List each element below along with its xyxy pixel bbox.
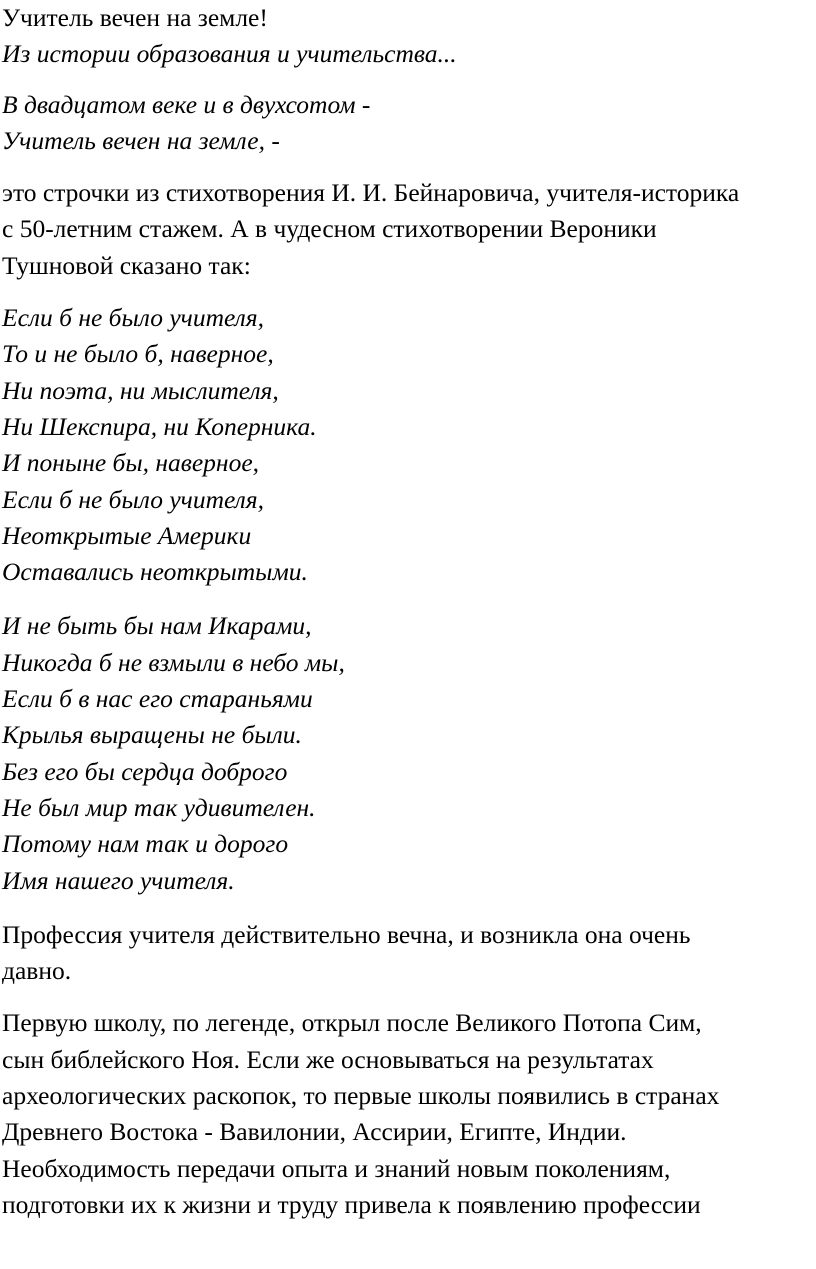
poem-stanza-1 — [2, 300, 816, 590]
intro-line: это строчки из стихотворения И. И. Бейнаровича, учителя-историка — [2, 178, 740, 208]
paragraph-line: сын библейского Ноя. Если же основываться на результатах — [2, 1044, 654, 1074]
poem-line: Никогда б не взмыли в небо мы, — [2, 647, 345, 677]
epigraph — [2, 87, 816, 160]
paragraph-line: Профессия учителя действительно вечна, и возникла она очень — [2, 919, 691, 949]
poem-line: Неоткрытые Америки — [2, 520, 252, 550]
paragraph-line: Древнего Востока - Вавилонии, Ассирии, Египте, Индии. — [2, 1117, 627, 1147]
poem-line: Если б не было учителя, — [2, 303, 265, 333]
poem-line: Не был мир так удивителен. — [2, 792, 316, 822]
intro-line: с 50-летним стажем. А в чудесном стихотворении Вероники — [2, 214, 657, 244]
poem-line: Имя нашего учителя. — [2, 865, 235, 895]
paragraph-line: Первую школу, по легенде, открыл после Великого Потопа Сим, — [2, 1008, 702, 1038]
epigraph-line: В двадцатом веке и в двухсотом - — [2, 89, 371, 119]
paragraph-line: археологических раскопок, то первые школы появились в странах — [2, 1081, 720, 1111]
poem-line: Ни Шекспира, ни Коперника. — [2, 411, 317, 441]
poem-line: Если б в нас его стараньями — [2, 684, 313, 714]
poem-line: То и не было б, наверное, — [2, 339, 274, 369]
poem-line: И поныне бы, наверное, — [2, 448, 260, 478]
document-title: Учитель вечен на земле! — [2, 3, 268, 32]
poem-line: Крылья выращены не были. — [2, 720, 302, 750]
body-paragraph-1 — [2, 917, 816, 990]
poem-line: Если б не было учителя, — [2, 484, 265, 514]
poem-line: Оставались неоткрытыми. — [2, 557, 308, 587]
poem-line: Без его бы сердца доброго — [2, 756, 288, 786]
paragraph-line: давно. — [2, 956, 72, 986]
paragraph-line: Необходимость передачи опыта и знаний новым поколениям, — [2, 1153, 671, 1183]
poem-line: Потому нам так и дорого — [2, 829, 289, 859]
body-paragraph-2 — [2, 1005, 816, 1223]
intro-paragraph — [2, 175, 816, 284]
poem-stanza-2 — [2, 608, 816, 898]
poem-line: Ни поэта, ни мыслителя, — [2, 375, 279, 405]
document-subtitle: Из истории образования и учительства... — [2, 39, 457, 69]
intro-line: Тушновой сказано так: — [2, 250, 251, 280]
poem-line: И не быть бы нам Икарами, — [2, 611, 312, 641]
epigraph-line: Учитель вечен на земле, - — [2, 125, 280, 155]
paragraph-line: подготовки их к жизни и труду привела к появлению профессии — [2, 1189, 701, 1219]
